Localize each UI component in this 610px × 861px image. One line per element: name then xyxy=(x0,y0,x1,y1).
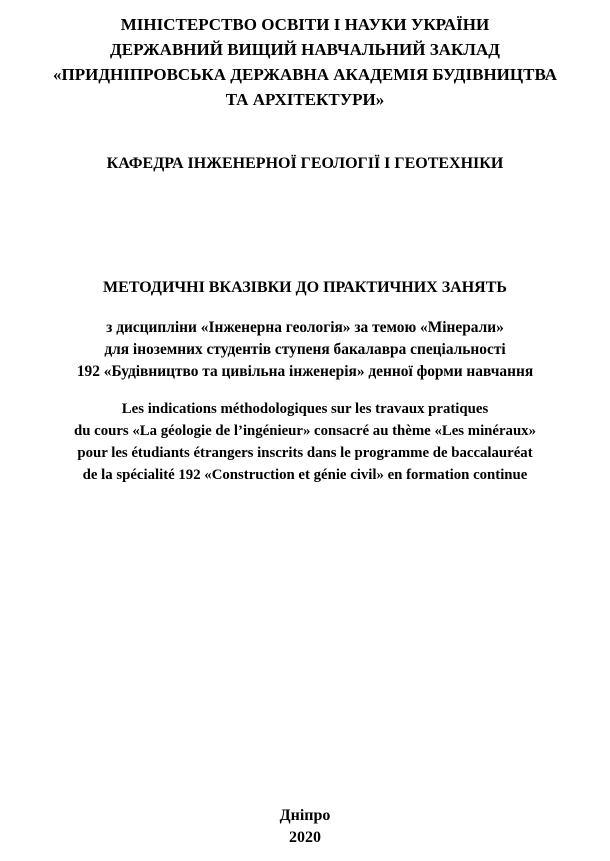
subtitle-fr-line: pour les étudiants étrangers inscrits dans le programme de baccalauréat xyxy=(77,445,533,461)
subtitle-fr-line: Les indications méthodologiques sur les travaux pratiques xyxy=(121,401,489,417)
imprint-year: 2020 xyxy=(289,829,321,846)
header-line-ministry: МІНІСТЕРСТВО ОСВІТИ І НАУКИ УКРАЇНИ xyxy=(120,15,490,34)
subtitle-uk-line: з дисципліни «Інженерна геологія» за темою «Мінерали» xyxy=(106,319,504,336)
header-line-institution-type: ДЕРЖАВНИЙ ВИЩИЙ НАВЧАЛЬНИЙ ЗАКЛАД xyxy=(110,40,500,59)
header-line-academy-name-cont: ТА АРХІТЕКТУРИ» xyxy=(225,90,385,109)
subtitle-uk-line: 192 «Будівництво та цивільна інженерія» денної форми навчання xyxy=(76,363,534,380)
subtitle-fr-line: du cours «La géologie de l’ingénieur» consacré au thème «Les minéraux» xyxy=(74,423,536,439)
imprint-city: Дніпро xyxy=(279,807,331,824)
subtitle-fr-line: de la spécialité 192 «Construction et génie civil» en formation continue xyxy=(82,467,528,483)
header-line-academy-name: «ПРИДНІПРОВСЬКА ДЕРЖАВНА АКАДЕМІЯ БУДІВНИЦТВА xyxy=(52,65,557,84)
document-title: МЕТОДИЧНІ ВКАЗІВКИ ДО ПРАКТИЧНИХ ЗАНЯТЬ xyxy=(103,279,507,296)
subtitle-uk-line: для іноземних студентів ступеня бакалавра спеціальності xyxy=(104,341,506,358)
department-name: КАФЕДРА ІНЖЕНЕРНОЇ ГЕОЛОГІЇ І ГЕОТЕХНІКИ xyxy=(106,155,504,172)
